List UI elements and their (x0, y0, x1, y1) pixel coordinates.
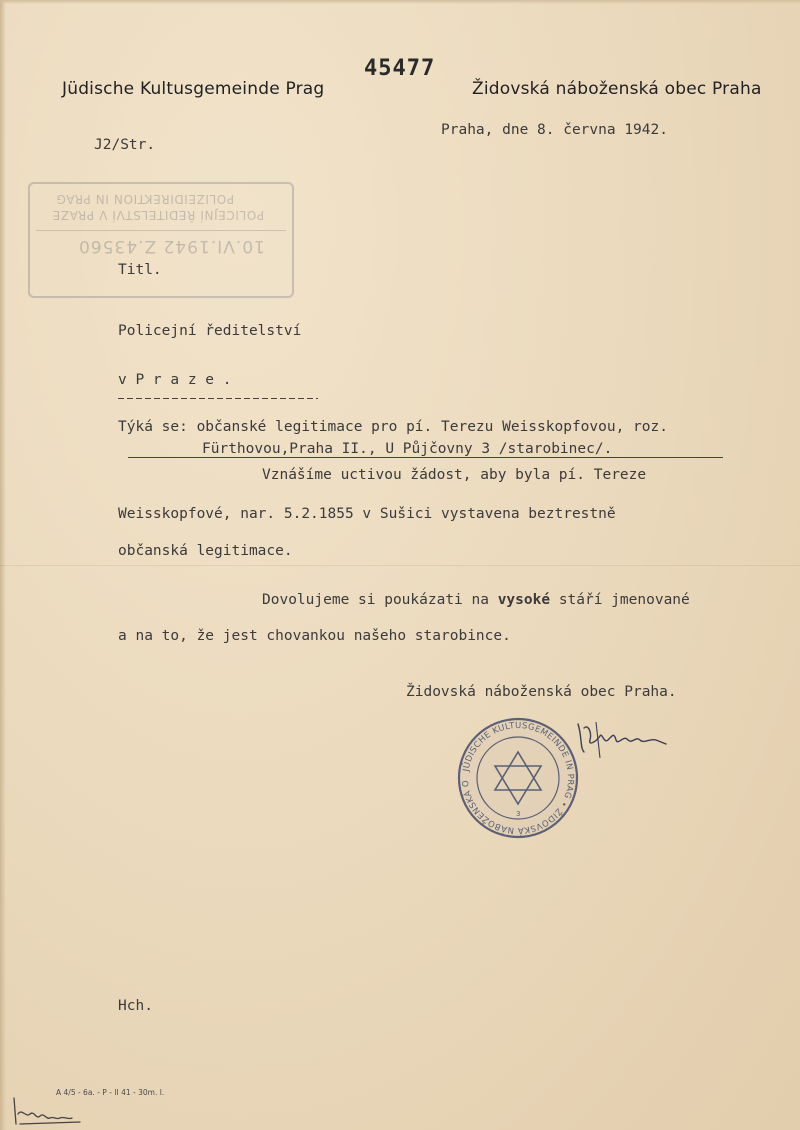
stamp-entry-number: 10.VI.1942 Z.43560 (78, 236, 265, 256)
reference-number: 45477 (364, 56, 436, 81)
body-p1-line1: Vznášíme uctivou žádost, aby byla pí. Tereze (262, 467, 647, 483)
seal-graphic (456, 716, 580, 840)
community-seal (456, 716, 580, 840)
body-p2-line2: a na to, že jest chovankou našeho starobince. (118, 628, 511, 644)
date-line: Praha, dne 8. června 1942. (441, 122, 668, 138)
file-reference: J2/Str. (94, 137, 156, 153)
signature (574, 718, 670, 758)
stamp-authority-czech: POLICEJNÍ ŘEDITELSTVÍ V PRAZE (52, 208, 265, 222)
letterhead-german: Jüdische Kultusgemeinde Prag (62, 79, 325, 99)
body-p2-emphasis: vysoké (497, 592, 551, 608)
body-p2-pre: Dovolujeme si poukázati na (262, 592, 498, 608)
form-code: A 4/5 - 6a. - P - II 41 - 30m. l. (56, 1088, 165, 1097)
stamp-divider (36, 230, 286, 231)
subject-underline (128, 457, 723, 458)
subject-line-1: Týká se: občanské legitimace pro pí. Terezu Weisskopfovou, roz. (118, 419, 668, 435)
salutation: Titl. (118, 262, 162, 278)
sender-closing: Židovská náboženská obec Praha. (406, 684, 677, 700)
body-p1-line3: občanská legitimace. (118, 543, 293, 559)
paper-fold-line (0, 565, 800, 566)
stamp-authority-german: POLIZEIDIREKTION IN PRAG (56, 192, 235, 206)
subject-line-2: Fürthovou,Praha II., U Půjčovny 3 /starobinec/. (202, 441, 613, 457)
svg-text:3: 3 (516, 810, 521, 818)
pencil-annotation (10, 1094, 90, 1128)
received-stamp (28, 182, 294, 298)
paper-top-edge (0, 0, 800, 4)
body-p2-line1 (262, 592, 690, 608)
letterhead-czech: Židovská náboženská obec Praha (472, 79, 762, 99)
addressee-city: v P r a z e . (118, 372, 232, 388)
body-p2-post: stáří jmenované (550, 592, 690, 608)
city-underline (118, 398, 318, 399)
body-p1-line2: Weisskopfové, nar. 5.2.1855 v Sušici vystavena beztrestně (118, 506, 616, 522)
typist-initials: Hch. (118, 998, 153, 1014)
seal-text-content: JÜDISCHE KULTUSGEMEINDE IN PRAG • ŽIDOVSKÁ NÁBOŽENSKÁ O (460, 720, 576, 836)
addressee-name: Policejní ředitelství (118, 323, 302, 339)
